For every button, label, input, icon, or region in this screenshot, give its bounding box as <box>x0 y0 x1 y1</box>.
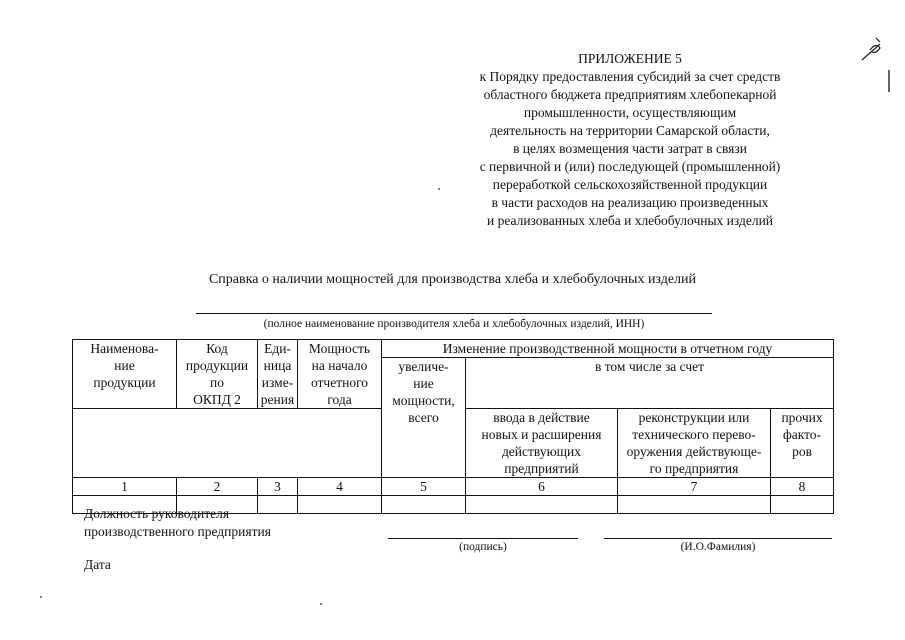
table-cell[interactable] <box>466 496 618 514</box>
capacity-table <box>72 339 834 514</box>
scan-speck <box>438 188 440 190</box>
appendix-title: ПРИЛОЖЕНИЕ 5 <box>578 51 682 66</box>
document-title: Справка о наличии мощностей для производства хлеба и хлебобулочных изделий <box>208 272 697 287</box>
header-spacer <box>73 409 382 478</box>
producer-name-caption: (полное наименование производителя хлеба и хлебобулочных изделий, ИНН) <box>263 318 645 330</box>
appendix-line: областного бюджета предприятиям хлебопекарной <box>483 87 777 102</box>
appendix-line: промышленности, осуществляющим <box>523 105 737 120</box>
manager-position-label: Должность руководителя производственного предприятия <box>84 506 271 539</box>
header-initial-capacity: Мощность на начало отчетного года <box>298 340 382 409</box>
appendix-line: с первичной и (или) последующей (промышленной) <box>479 159 781 174</box>
full-name-line[interactable] <box>604 538 832 539</box>
header-capacity-change: Изменение производственной мощности в отчетном году <box>382 340 834 358</box>
column-number: 1 <box>73 478 177 496</box>
header-product-code: Код продукции по ОКПД 2 <box>177 340 258 409</box>
column-number: 2 <box>177 478 258 496</box>
column-number-row <box>73 478 834 496</box>
column-number: 5 <box>382 478 466 496</box>
handwritten-mark-icon <box>858 30 898 100</box>
appendix-line: в части расходов на реализацию произведенных <box>491 195 769 210</box>
header-including: в том числе за счет <box>466 358 834 409</box>
producer-name-line[interactable] <box>196 313 712 314</box>
header-unit: Еди- ница изме- рения <box>258 340 298 409</box>
appendix-line: к Порядку предоставления субсидий за счет средств <box>479 69 781 84</box>
header-increase-total: увеличе- ние мощности, всего <box>382 358 466 478</box>
signature-line[interactable] <box>388 538 578 539</box>
table-cell[interactable] <box>382 496 466 514</box>
header-other-factors: прочих факто- ров <box>771 409 834 478</box>
table-cell[interactable] <box>771 496 834 514</box>
appendix-line: деятельность на территории Самарской области, <box>490 123 770 138</box>
table-cell[interactable] <box>298 496 382 514</box>
full-name-caption: (И.О.Фамилия) <box>680 541 756 553</box>
scan-speck <box>320 603 322 605</box>
header-commissioning: ввода в действие новых и расширения действующих предприятий <box>466 409 618 478</box>
table-cell[interactable] <box>618 496 771 514</box>
signature-caption: (подпись) <box>459 541 507 553</box>
scan-speck <box>40 596 42 598</box>
appendix-line: в целях возмещения части затрат в связи <box>513 141 747 156</box>
header-product-name: Наименова- ние продукции <box>73 340 177 409</box>
date-label: Дата <box>84 557 111 572</box>
column-number: 8 <box>771 478 834 496</box>
column-number: 7 <box>618 478 771 496</box>
column-number: 3 <box>258 478 298 496</box>
column-number: 4 <box>298 478 382 496</box>
column-number: 6 <box>466 478 618 496</box>
header-reconstruction: реконструкции или технического перево- оружения действующе- го предприятия <box>618 409 771 478</box>
appendix-header <box>440 50 820 230</box>
appendix-line: переработкой сельскохозяйственной продукции <box>492 177 768 192</box>
appendix-line: и реализованных хлеба и хлебобулочных изделий <box>486 213 774 228</box>
